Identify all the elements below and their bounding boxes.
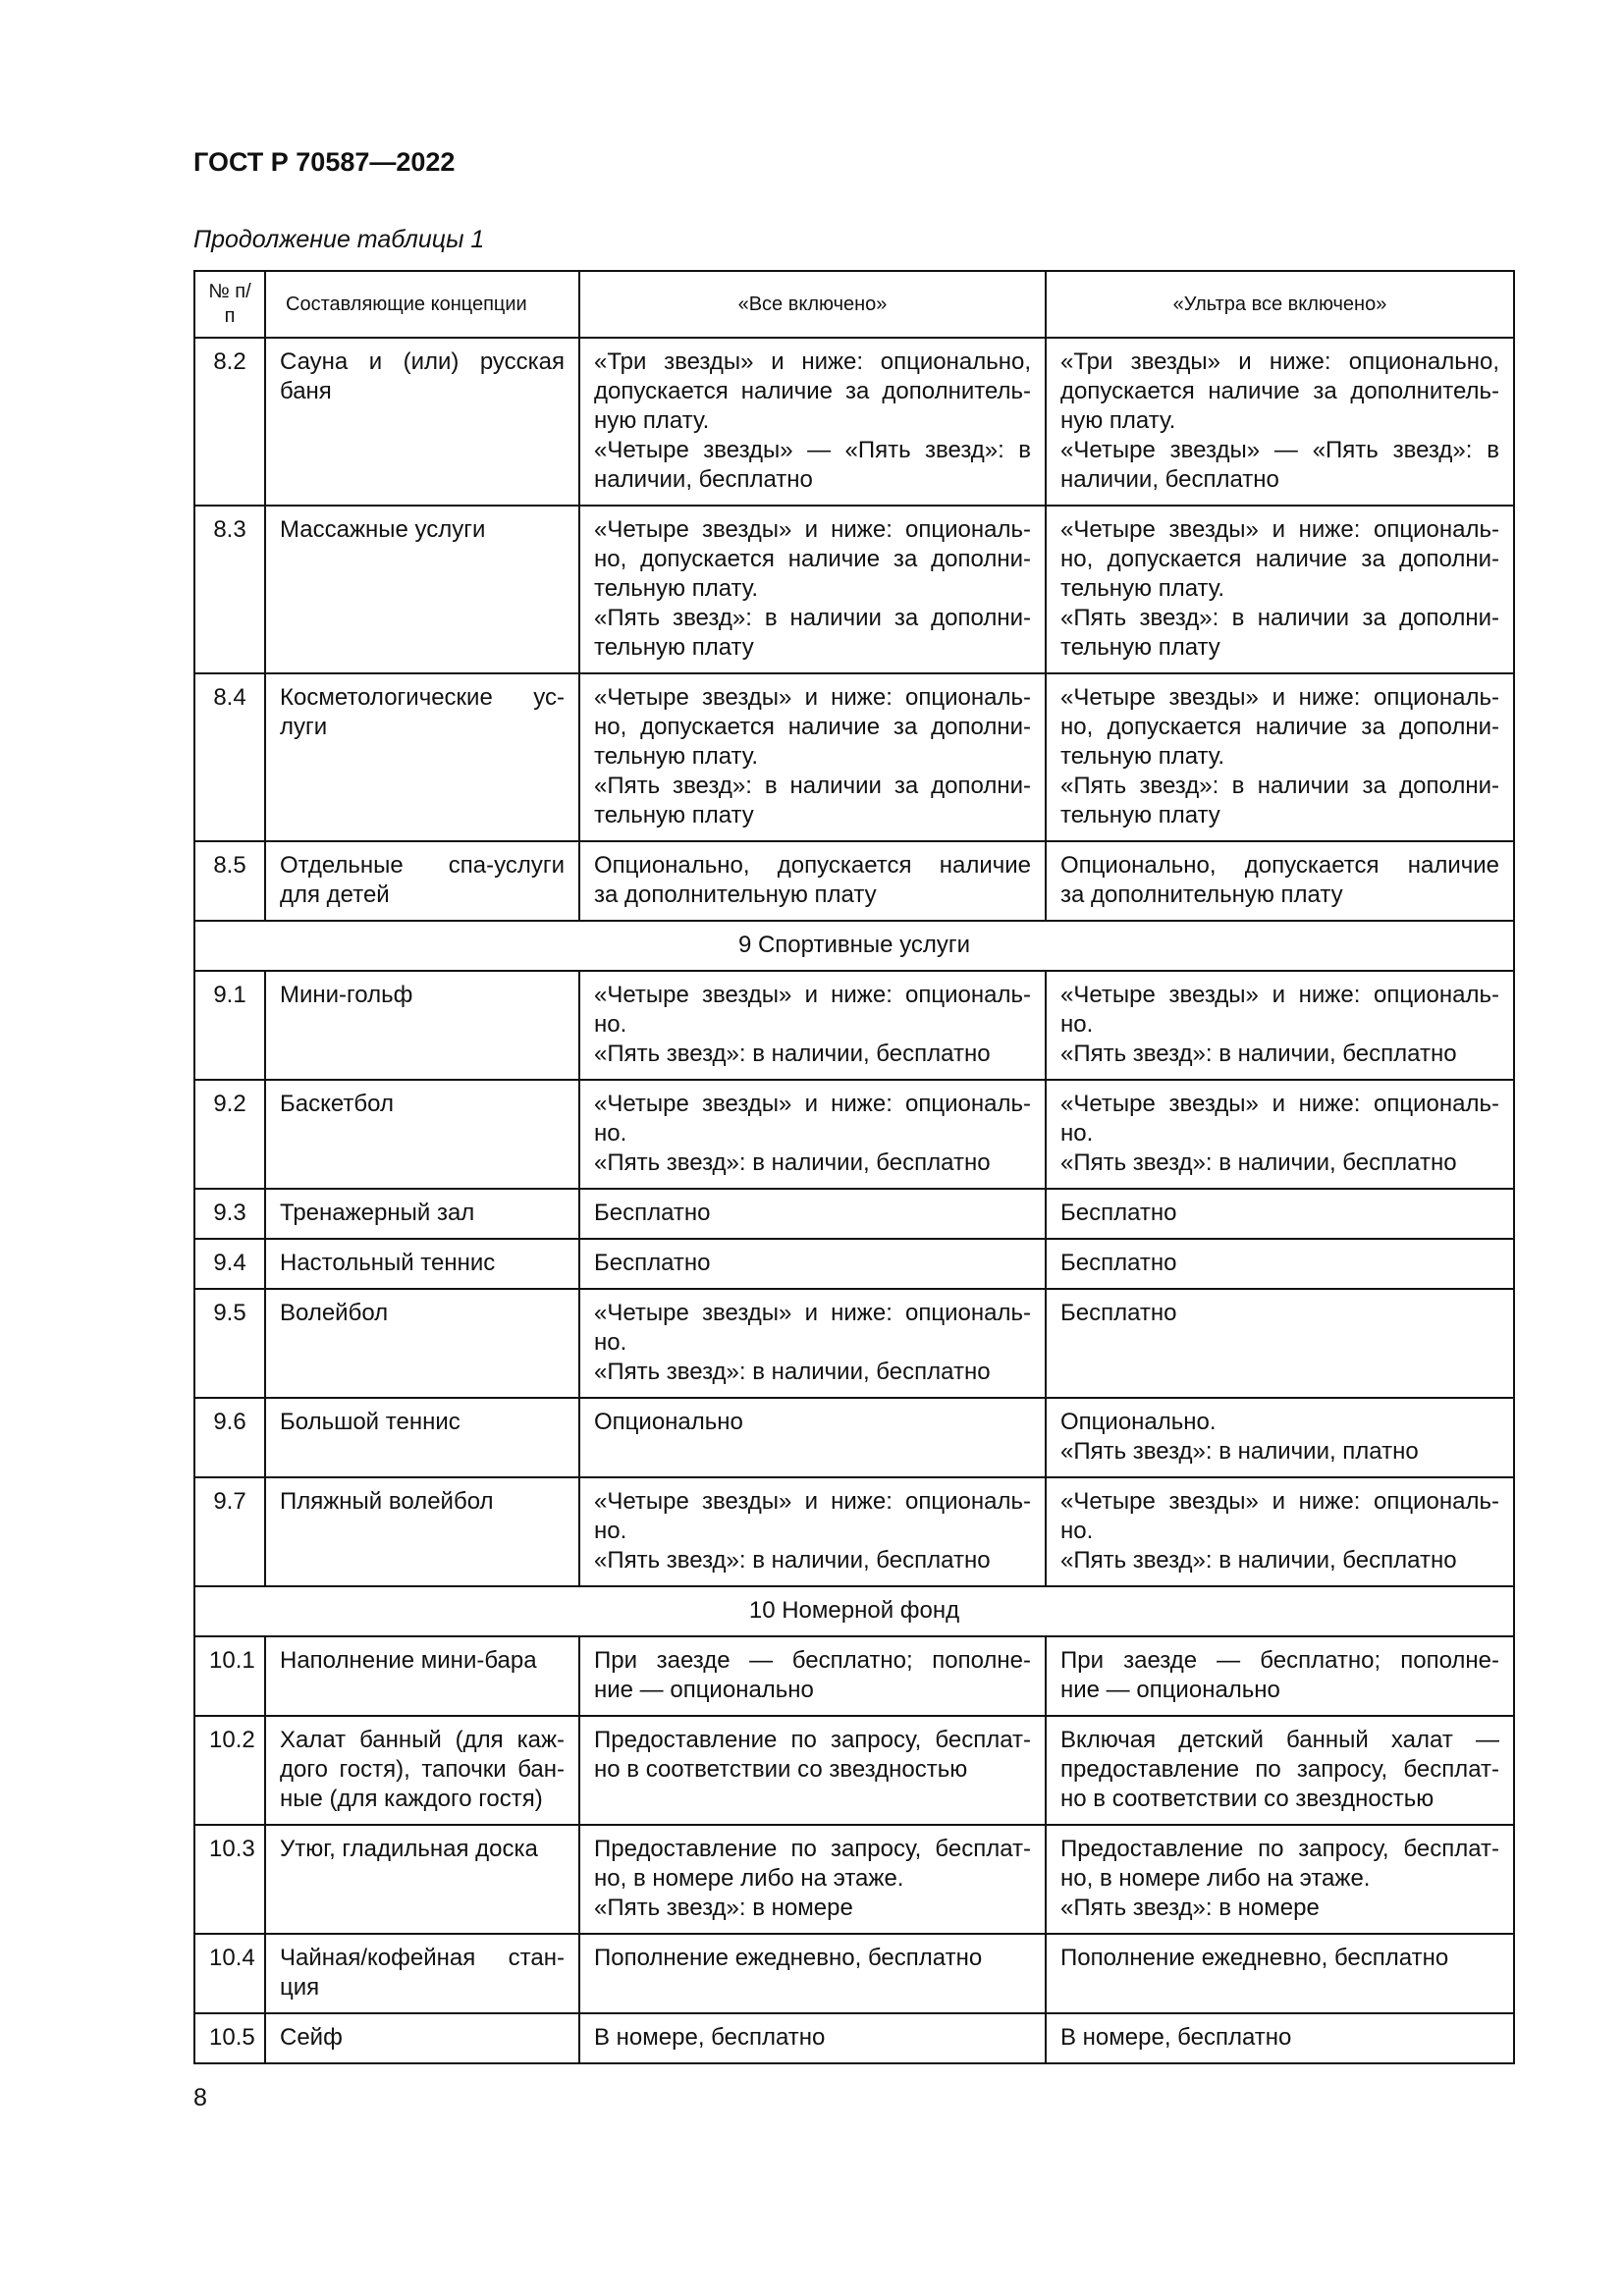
ultra-all-inclusive-cell [1046,1477,1514,1586]
cell-line: «Пять звезд»: в наличии, бесплатно [1060,1547,1457,1574]
table-row [194,2013,1514,2063]
row-number: 9.1 [194,971,265,1080]
ultra-all-inclusive-cell [1046,1398,1514,1477]
table-row [194,1289,1514,1398]
cell-line: «Четыре звезды» и ниже: опциональ- [594,1091,1031,1117]
cell-line: но, в номере либо на этаже. [1060,1865,1371,1892]
all-inclusive-cell [579,1398,1046,1477]
concept-cell [265,506,579,673]
cell-line: «Пять звезд»: в наличии за дополни- [594,605,1031,631]
concept-cell [265,673,579,841]
concept-cell [265,1716,579,1825]
cell-line: но, в номере либо на этаже. [594,1865,904,1892]
concept-cell [265,1189,579,1239]
cell-line: «Пять звезд»: в наличии за дополни- [594,773,1031,799]
cell-line: но, допускается наличие за дополни- [594,714,1031,740]
cell-line: «Три звезды» и ниже: опционально, [594,348,1031,375]
cell-line: «Пять звезд»: в наличии, бесплатно [594,1359,991,1385]
all-inclusive-cell [579,971,1046,1080]
cell-line: но в соответствии со звездностью [594,1756,968,1783]
cell-line: но. [594,1120,627,1147]
all-inclusive-cell [579,338,1046,506]
row-number: 9.6 [194,1398,265,1477]
row-number: 9.3 [194,1189,265,1239]
cell-line: Пляжный волейбол [280,1488,494,1515]
header-ultra-all-inclusive: «Ультра все включено» [1046,271,1514,338]
cell-line: «Четыре звезды» и ниже: опциональ- [594,982,1031,1008]
ultra-all-inclusive-cell [1046,2013,1514,2063]
cell-line: При заезде — бесплатно; пополне- [1060,1647,1499,1674]
cell-line: но, допускается наличие за дополни- [594,546,1031,572]
cell-line: Опционально, допускается наличие [1060,852,1499,879]
cell-line: ную плату. [1060,407,1176,434]
cell-line: Бесплатно [594,1250,711,1276]
all-inclusive-cell [579,506,1046,673]
table-row [194,1636,1514,1716]
all-inclusive-cell [579,1636,1046,1716]
cell-line: «Пять звезд»: в наличии, бесплатно [594,1149,991,1176]
page-number: 8 [193,2084,207,2111]
cell-line: «Четыре звезды» и ниже: опциональ- [594,516,1031,543]
ultra-all-inclusive-cell [1046,506,1514,673]
row-number: 9.2 [194,1080,265,1189]
table-row [194,1934,1514,2013]
cell-line: для детей [280,881,390,908]
cell-line: Сауна и (или) русская [280,348,565,375]
all-inclusive-cell [579,1477,1046,1586]
cell-line: «Четыре звезды» и ниже: опциональ- [1060,1488,1499,1515]
cell-line: Предоставление по запросу, бесплат- [1060,1836,1499,1862]
all-inclusive-cell [579,2013,1046,2063]
cell-line: Опционально. [1060,1409,1217,1435]
cell-line: тельную плату [594,634,754,661]
cell-line: В номере, бесплатно [594,2024,826,2051]
cell-line: «Пять звезд»: в наличии, бесплатно [1060,1041,1457,1067]
cell-line: «Пять звезд»: в наличии за дополни- [1060,605,1499,631]
ultra-all-inclusive-cell [1046,841,1514,921]
cell-line: Массажные услуги [280,516,486,543]
cell-line: Халат банный (для каж- [280,1727,565,1753]
cell-line: «Четыре звезды» — «Пять звезд»: в [594,437,1031,463]
ultra-all-inclusive-cell [1046,1189,1514,1239]
cell-line: «Пять звезд»: в наличии за дополни- [1060,773,1499,799]
concept-cell [265,1398,579,1477]
cell-line: Опционально [594,1409,743,1435]
cell-line: дого гостя), тапочки бан- [280,1756,565,1783]
cell-line: Пополнение ежедневно, бесплатно [1060,1945,1449,1971]
cell-line: тельную плату [1060,802,1220,828]
cell-line: «Три звезды» и ниже: опционально, [1060,348,1499,375]
document-header: ГОСТ Р 70587—2022 [193,147,456,177]
all-inclusive-cell [579,841,1046,921]
cell-line: «Пять звезд»: в наличии, платно [1060,1438,1419,1465]
cell-line: ние — опционально [1060,1677,1280,1703]
all-inclusive-cell [579,1716,1046,1825]
table-row [194,673,1514,841]
cell-line: тельную плату [594,802,754,828]
cell-line: «Пять звезд»: в наличии, бесплатно [1060,1149,1457,1176]
concept-cell [265,841,579,921]
cell-line: Наполнение мини-бара [280,1647,537,1674]
table-row [194,1239,1514,1289]
cell-line: но, допускается наличие за дополни- [1060,714,1499,740]
cell-line: но, допускается наличие за дополни- [1060,546,1499,572]
ultra-all-inclusive-cell [1046,1934,1514,2013]
cell-line: но. [594,1011,627,1038]
cell-line: ние — опционально [594,1677,814,1703]
concept-table [193,270,1515,2064]
cell-line: Утюг, гладильная доска [280,1836,538,1862]
row-number: 10.4 [194,1934,265,2013]
row-number: 10.3 [194,1825,265,1934]
cell-line: ную плату. [594,407,710,434]
cell-line: «Четыре звезды» и ниже: опциональ- [594,684,1031,711]
cell-line: «Четыре звезды» — «Пять звезд»: в [1060,437,1499,463]
cell-line: наличии, бесплатно [1060,466,1279,493]
concept-cell [265,338,579,506]
table-row [194,1477,1514,1586]
concept-cell [265,1239,579,1289]
row-number: 9.7 [194,1477,265,1586]
ultra-all-inclusive-cell [1046,338,1514,506]
cell-line: но в соответствии со звездностью [1060,1786,1435,1812]
cell-line: «Четыре звезды» и ниже: опциональ- [1060,684,1499,711]
cell-line: но. [594,1329,627,1356]
cell-line: «Пять звезд»: в наличии, бесплатно [594,1041,991,1067]
cell-line: Мини-гольф [280,982,413,1008]
cell-line: тельную плату. [594,575,759,602]
cell-line: «Пять звезд»: в номере [594,1895,853,1921]
all-inclusive-cell [579,673,1046,841]
table-row [194,1189,1514,1239]
table-row [194,338,1514,506]
row-number: 8.5 [194,841,265,921]
cell-line: Отдельные спа-услуги [280,852,565,879]
header-num: № п/п [194,271,265,338]
cell-line: «Четыре звезды» и ниже: опциональ- [1060,982,1499,1008]
ultra-all-inclusive-cell [1046,1825,1514,1934]
cell-line: Чайная/кофейная стан- [280,1945,565,1971]
cell-line: за дополнительную плату [594,881,877,908]
ultra-all-inclusive-cell [1046,673,1514,841]
cell-line: При заезде — бесплатно; пополне- [594,1647,1031,1674]
row-number: 8.3 [194,506,265,673]
ultra-all-inclusive-cell [1046,1080,1514,1189]
ultra-all-inclusive-cell [1046,971,1514,1080]
cell-line: «Четыре звезды» и ниже: опциональ- [1060,516,1499,543]
cell-line: Косметологические ус- [280,684,565,711]
table-row [194,506,1514,673]
concept-cell [265,1289,579,1398]
ultra-all-inclusive-cell [1046,1239,1514,1289]
cell-line: но. [1060,1011,1094,1038]
cell-line: тельную плату. [1060,575,1225,602]
cell-line: Большой теннис [280,1409,460,1435]
cell-line: предоставление по запросу, бесплат- [1060,1756,1499,1783]
header-all-inclusive: «Все включено» [579,271,1046,338]
cell-line: Предоставление по запросу, бесплат- [594,1836,1031,1862]
row-number: 10.1 [194,1636,265,1716]
cell-line: Бесплатно [1060,1200,1177,1226]
all-inclusive-cell [579,1080,1046,1189]
concept-cell [265,1080,579,1189]
cell-line: тельную плату. [594,743,759,770]
section-row [194,921,1514,971]
row-number: 8.2 [194,338,265,506]
cell-line: «Четыре звезды» и ниже: опциональ- [1060,1091,1499,1117]
table-row [194,1398,1514,1477]
ultra-all-inclusive-cell [1046,1636,1514,1716]
table-row [194,971,1514,1080]
header-concept: Составляющие концепции [265,271,579,338]
cell-line: Бесплатно [1060,1300,1177,1326]
row-number: 8.4 [194,673,265,841]
table-body [194,338,1514,2063]
table-row [194,1716,1514,1825]
cell-line: тельную плату [1060,634,1220,661]
cell-line: но. [594,1518,627,1544]
cell-line: баня [280,378,332,404]
concept-cell [265,2013,579,2063]
ultra-all-inclusive-cell [1046,1289,1514,1398]
cell-line: Волейбол [280,1300,389,1326]
cell-line: Бесплатно [1060,1250,1177,1276]
cell-line: ные (для каждого гостя) [280,1786,543,1812]
cell-line: Тренажерный зал [280,1200,475,1226]
row-number: 10.5 [194,2013,265,2063]
section-title: 10 Номерной фонд [194,1586,1514,1636]
all-inclusive-cell [579,1934,1046,2013]
cell-line: луги [280,714,328,740]
cell-line: Бесплатно [594,1200,711,1226]
table-caption: Продолжение таблицы 1 [193,226,485,253]
cell-line: допускается наличие за дополнитель- [1060,378,1499,404]
table-header-row [194,271,1514,338]
cell-line: Сейф [280,2024,343,2051]
row-number: 9.4 [194,1239,265,1289]
cell-line: за дополнительную плату [1060,881,1343,908]
cell-line: В номере, бесплатно [1060,2024,1292,2051]
cell-line: наличии, бесплатно [594,466,813,493]
cell-line: «Четыре звезды» и ниже: опциональ- [594,1300,1031,1326]
cell-line: Опционально, допускается наличие [594,852,1031,879]
cell-line: «Четыре звезды» и ниже: опциональ- [594,1488,1031,1515]
table-row [194,841,1514,921]
cell-line: Включая детский банный халат — [1060,1727,1499,1753]
cell-line: Настольный теннис [280,1250,496,1276]
concept-cell [265,1825,579,1934]
all-inclusive-cell [579,1289,1046,1398]
concept-cell [265,1934,579,2013]
ultra-all-inclusive-cell [1046,1716,1514,1825]
cell-line: Предоставление по запросу, бесплат- [594,1727,1031,1753]
cell-line: ция [280,1974,320,2001]
cell-line: Пополнение ежедневно, бесплатно [594,1945,983,1971]
cell-line: «Пять звезд»: в наличии, бесплатно [594,1547,991,1574]
cell-line: допускается наличие за дополнитель- [594,378,1031,404]
cell-line: но. [1060,1518,1094,1544]
table-row [194,1825,1514,1934]
cell-line: Баскетбол [280,1091,394,1117]
all-inclusive-cell [579,1239,1046,1289]
row-number: 10.2 [194,1716,265,1825]
section-row [194,1586,1514,1636]
concept-cell [265,971,579,1080]
row-number: 9.5 [194,1289,265,1398]
cell-line: «Пять звезд»: в номере [1060,1895,1320,1921]
table-row [194,1080,1514,1189]
cell-line: но. [1060,1120,1094,1147]
section-title: 9 Спортивные услуги [194,921,1514,971]
cell-line: тельную плату. [1060,743,1225,770]
all-inclusive-cell [579,1825,1046,1934]
all-inclusive-cell [579,1189,1046,1239]
concept-cell [265,1636,579,1716]
concept-cell [265,1477,579,1586]
